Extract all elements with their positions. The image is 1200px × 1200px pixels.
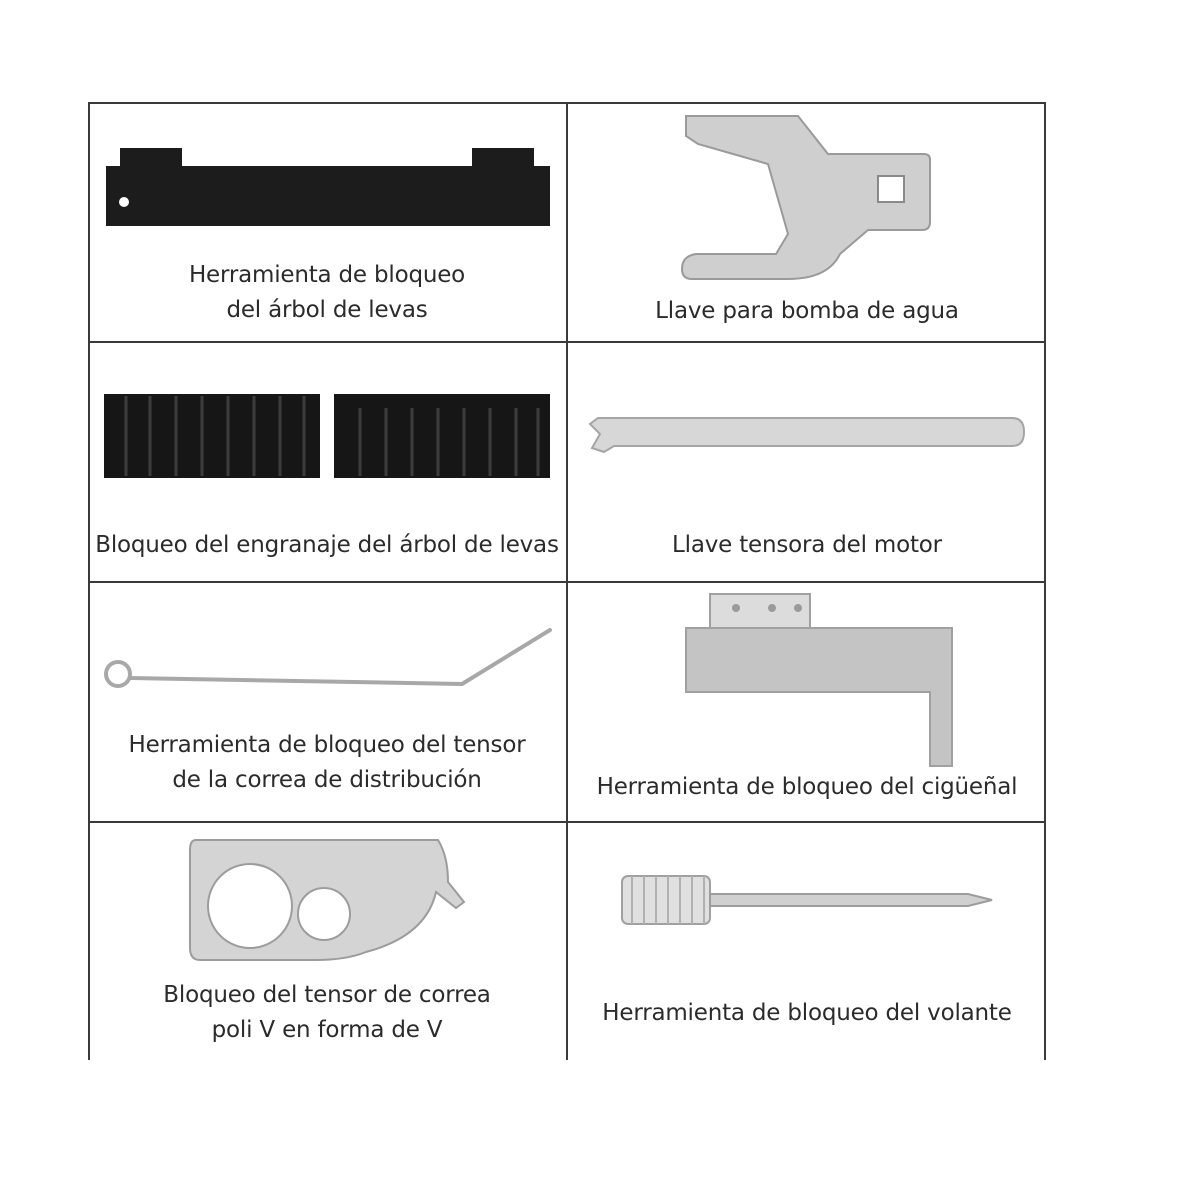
flywheel-lock-pin-icon [618, 872, 996, 928]
camshaft-lock-bar-icon [102, 144, 554, 230]
tool-caption: Herramienta de bloqueo del cigüeñal [596, 774, 1018, 800]
tool-cell-camshaft-lock [88, 102, 566, 340]
grid-divider [1044, 102, 1046, 1060]
grid-divider [566, 102, 568, 1060]
tool-cell-flywheel-lock-pin [568, 822, 1046, 1060]
crankshaft-lock-icon [680, 590, 958, 770]
tool-cell-water-pump-wrench [568, 102, 1046, 340]
tool-grid [88, 102, 1046, 1060]
tool-cell-tensioner-lock-pin [88, 582, 566, 820]
tool-caption: Bloqueo del engranaje del árbol de levas [95, 532, 559, 558]
tool-cell-cam-gear-lock [88, 342, 566, 580]
tool-cell-tensioner-wrench [568, 342, 1046, 580]
tensioner-wrench-icon [584, 412, 1028, 456]
v-belt-tensioner-lock-icon [186, 836, 472, 966]
cam-gear-lock-icon [102, 392, 554, 480]
tool-cell-crankshaft-lock [568, 582, 1046, 820]
water-pump-wrench-icon [678, 114, 938, 284]
tool-caption: Herramienta de bloqueo del volante [602, 1000, 1012, 1026]
tool-caption: Llave tensora del motor [672, 532, 942, 558]
tool-caption: Herramienta de bloqueo del árbol de levas [188, 262, 466, 323]
tool-caption: Bloqueo del tensor de correa poli V en forma de V [163, 982, 491, 1043]
tool-cell-v-belt-tensioner-lock [88, 822, 566, 1060]
tensioner-lock-pin-icon [100, 622, 554, 694]
grid-divider [88, 102, 90, 1060]
tool-caption: Herramienta de bloqueo del tensor de la correa de distribución [128, 732, 526, 793]
tool-caption: Llave para bomba de agua [655, 298, 959, 324]
